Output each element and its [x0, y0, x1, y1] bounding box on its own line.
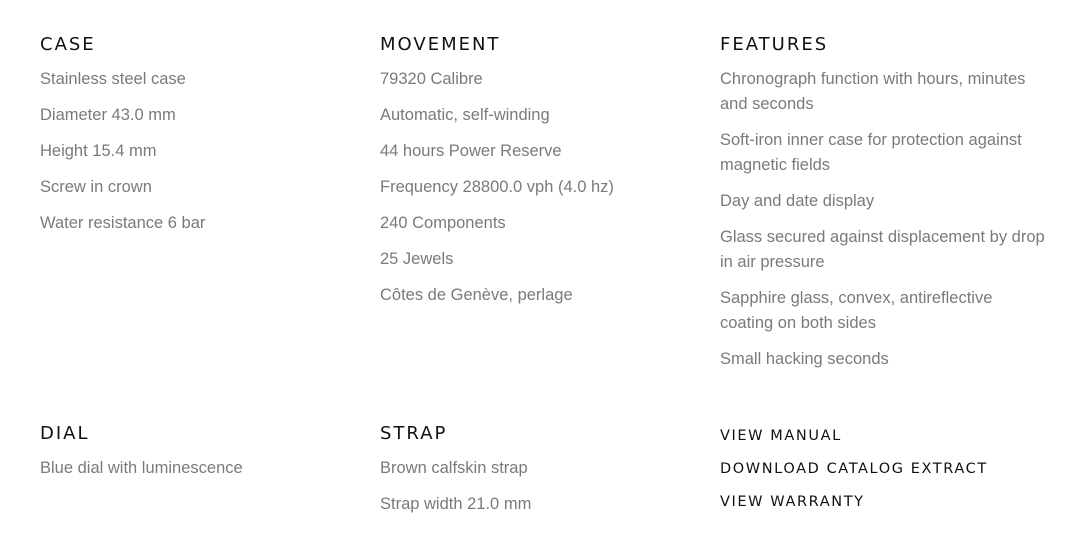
- case-spec-item: Screw in crown: [40, 178, 152, 196]
- dial-spec-item: Blue dial with luminescence: [40, 459, 243, 477]
- dial-spec-list: [40, 456, 360, 481]
- movement-spec-item: 240 Components: [380, 214, 506, 232]
- case-spec-item: Stainless steel case: [40, 70, 186, 88]
- features-heading: FEATURES: [720, 34, 829, 55]
- movement-spec-item: 25 Jewels: [380, 250, 454, 268]
- case-spec-item: Water resistance 6 bar: [40, 214, 206, 232]
- movement-spec-item: Automatic, self-winding: [380, 106, 550, 124]
- view-manual-link[interactable]: VIEW MANUAL: [720, 428, 842, 444]
- case-section: [40, 34, 360, 247]
- features-spec-item: Day and date display: [720, 192, 875, 210]
- features-spec-item: Chronograph function with hours, minutes and seconds: [720, 70, 1026, 113]
- features-spec-item: Small hacking seconds: [720, 350, 889, 368]
- strap-heading: STRAP: [380, 423, 448, 444]
- features-spec-item: Sapphire glass, convex, antireflective coating on both sides: [720, 289, 993, 332]
- movement-heading: MOVEMENT: [380, 34, 501, 55]
- case-heading: CASE: [40, 34, 96, 55]
- dial-heading: DIAL: [40, 423, 90, 444]
- download-catalog-extract-link[interactable]: DOWNLOAD CATALOG EXTRACT: [720, 461, 988, 477]
- movement-spec-item: Frequency 28800.0 vph (4.0 hz): [380, 178, 614, 196]
- strap-section: [380, 423, 700, 528]
- strap-spec-item: Brown calfskin strap: [380, 459, 528, 477]
- features-spec-list: [720, 67, 1050, 372]
- movement-spec-item: 44 hours Power Reserve: [380, 142, 562, 160]
- strap-spec-item: Strap width 21.0 mm: [380, 495, 532, 513]
- movement-spec-item: 79320 Calibre: [380, 70, 483, 88]
- movement-section: [380, 34, 700, 319]
- case-spec-list: [40, 67, 360, 236]
- movement-spec-list: [380, 67, 700, 308]
- strap-spec-list: [380, 456, 700, 517]
- case-spec-item: Height 15.4 mm: [40, 142, 157, 160]
- features-spec-item: Soft-iron inner case for protection against magnetic fields: [720, 131, 1022, 174]
- movement-spec-item: Côtes de Genève, perlage: [380, 286, 573, 304]
- view-warranty-link[interactable]: VIEW WARRANTY: [720, 494, 865, 510]
- dial-section: [40, 423, 360, 492]
- document-links: [720, 426, 1060, 525]
- features-spec-item: Glass secured against displacement by drop in air pressure: [720, 228, 1045, 271]
- case-spec-item: Diameter 43.0 mm: [40, 106, 176, 124]
- features-section: [720, 34, 1050, 383]
